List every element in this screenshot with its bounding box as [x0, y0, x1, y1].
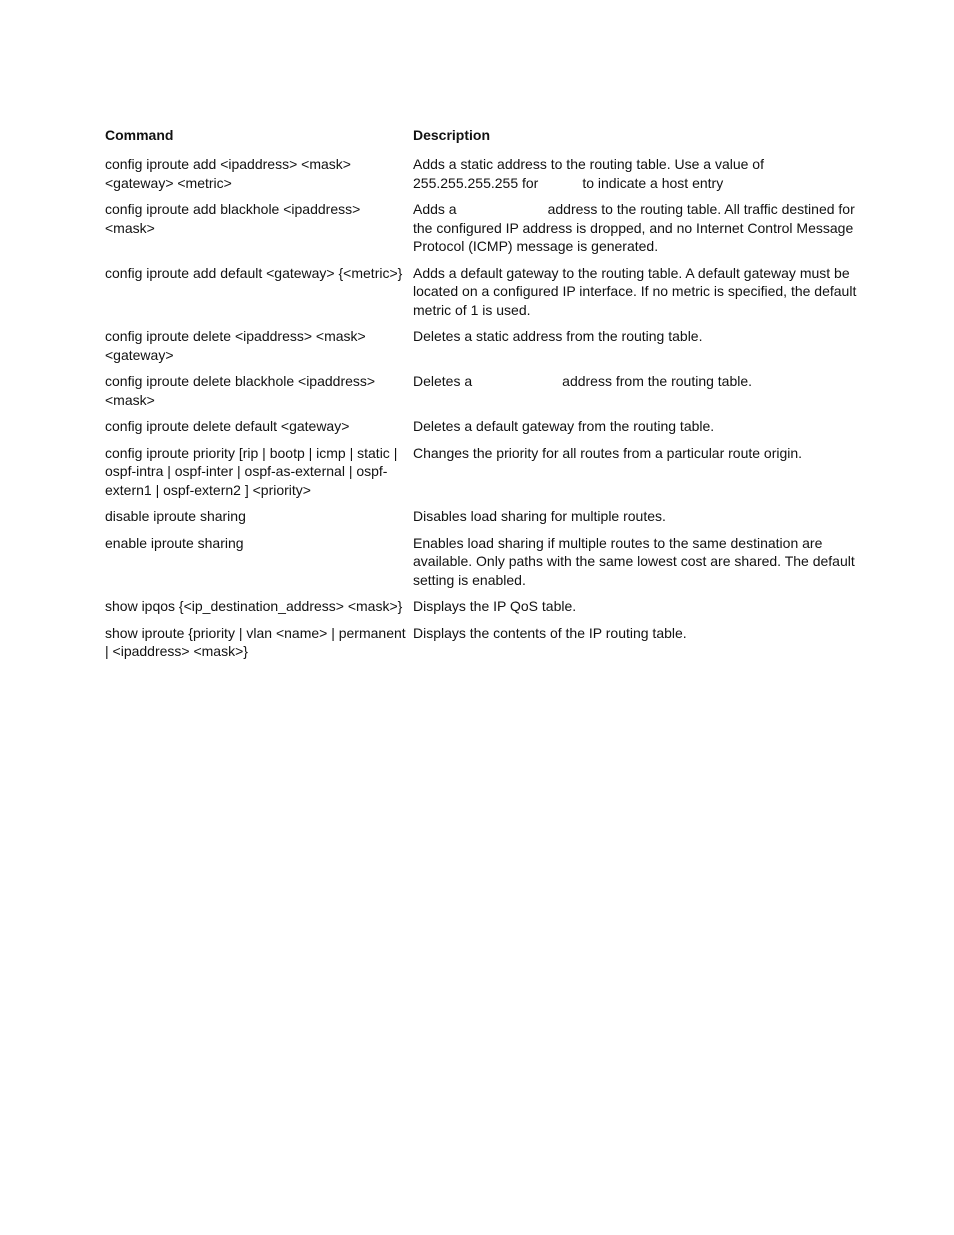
command-cell: config iproute add <ipaddress> <mask> <gateway> <metric>	[105, 156, 351, 191]
header-description: Description	[413, 127, 491, 143]
table-row	[105, 327, 865, 372]
description-cell	[413, 372, 865, 417]
description-cell: Enables load sharing if multiple routes to the same destination are available. Only paths with the same lowest cost are shared. The default setting is enabled.	[413, 534, 855, 588]
description-cell	[413, 155, 865, 200]
description-text: to indicate a host entry	[582, 174, 724, 191]
description-text: address from the routing table.	[562, 373, 753, 389]
table-row	[105, 200, 865, 264]
description-text: Deletes a	[413, 373, 473, 389]
command-cell: enable iproute sharing	[105, 534, 244, 551]
description-cell	[413, 200, 865, 264]
table-header-row	[105, 126, 865, 155]
header-command: Command	[105, 127, 174, 143]
table-row	[105, 507, 865, 534]
table-row	[105, 264, 865, 328]
command-cell: config iproute add blackhole <ipaddress> <mask>	[105, 201, 361, 236]
table-row	[105, 417, 865, 444]
table-row	[105, 372, 865, 417]
command-cell: config iproute delete blackhole <ipaddress> <mask>	[105, 373, 376, 408]
command-cell: show ipqos {<ip_destination_address> <mask>}	[105, 598, 403, 614]
document-page	[105, 126, 865, 669]
table-row	[105, 624, 865, 669]
description-cell: Deletes a static address from the routing table.	[413, 328, 703, 344]
table-row	[105, 444, 865, 508]
description-cell: Displays the IP QoS table.	[413, 598, 577, 614]
command-cell: disable iproute sharing	[105, 508, 246, 524]
command-cell: config iproute delete <ipaddress> <mask> <gateway>	[105, 328, 366, 363]
command-table	[105, 126, 865, 669]
description-cell: Deletes a default gateway from the routing table.	[413, 418, 715, 434]
description-cell: Disables load sharing for multiple routes.	[413, 508, 666, 524]
description-cell: Displays the contents of the IP routing table.	[413, 624, 687, 641]
table-row	[105, 155, 865, 200]
description-text: address to the routing table. All traffic destined for the configured IP address is dropped, and no Internet Control Message Protocol (ICMP) message is generated.	[413, 201, 855, 254]
command-cell: config iproute add default <gateway> {<metric>}	[105, 264, 403, 281]
description-cell: Changes the priority for all routes from a particular route origin.	[413, 444, 803, 461]
command-cell: show iproute {priority | vlan <name> | permanent | <ipaddress> <mask>}	[105, 624, 406, 659]
table-row	[105, 534, 865, 598]
command-cell: config iproute priority [rip | bootp | icmp | static | ospf-intra | ospf-inter | ospf-as-external | ospf-extern1 | ospf-extern2 ] <priority>	[105, 444, 398, 498]
table-row	[105, 597, 865, 624]
description-text: Adds a	[413, 201, 457, 217]
command-cell: config iproute delete default <gateway>	[105, 418, 350, 434]
description-text: Adds a static address to the routing table. Use a value of 255.255.255.255 for	[413, 156, 764, 191]
description-cell: Adds a default gateway to the routing table. A default gateway must be located on a configured IP interface. If no metric is specified, the default metric of 1 is used.	[413, 264, 857, 318]
